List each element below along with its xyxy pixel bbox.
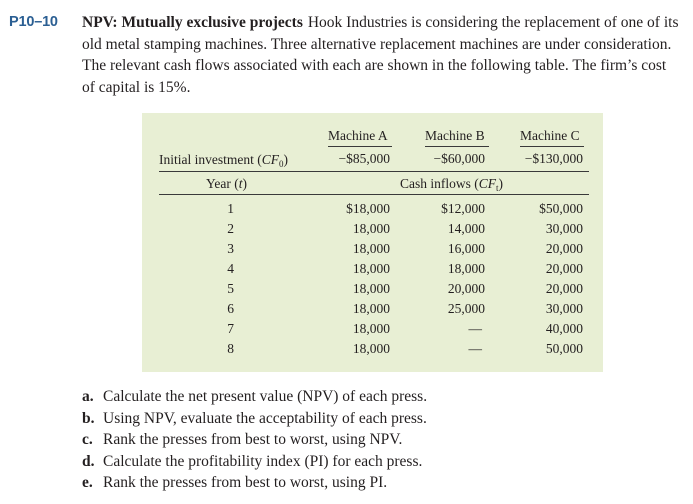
machine-a-cell: 18,000 bbox=[352, 221, 390, 236]
investment-divider bbox=[159, 171, 589, 172]
machine-b-cell: 16,000 bbox=[447, 241, 485, 256]
machine-b-cell: — bbox=[468, 321, 482, 336]
year-header: Year (t) bbox=[206, 176, 248, 191]
machine-c-cell: 40,000 bbox=[545, 321, 583, 336]
list-item bbox=[82, 472, 427, 494]
list-item bbox=[82, 386, 427, 408]
year-cell: 1 bbox=[227, 201, 234, 216]
header-divider bbox=[159, 194, 589, 195]
question-text: Calculate the profitability index (PI) for each press. bbox=[103, 452, 423, 470]
machine-a-cell: 18,000 bbox=[352, 321, 390, 336]
list-item bbox=[82, 429, 427, 451]
question-letter: d. bbox=[82, 452, 95, 470]
cash-flow-table bbox=[142, 113, 603, 372]
machine-c-cell: 50,000 bbox=[545, 341, 583, 356]
question-letter: b. bbox=[82, 409, 95, 427]
problem-body: Hook Industries is considering the replacement of one of its old metal stamping machines. Three alternative replacement machines are under consideration. The relevant cash flows associated with each are shown in the following table. The firm’s cost of capital is 15%. bbox=[82, 14, 679, 96]
problem-statement bbox=[82, 12, 682, 98]
machine-c-cell: 20,000 bbox=[545, 281, 583, 296]
initial-investment-label: Initial investment $(CF_0)$ bbox=[159, 152, 288, 169]
question-text: Rank the presses from best to worst, using PI. bbox=[103, 474, 388, 491]
column-header-machine-c: Machine C bbox=[520, 128, 580, 143]
list-item bbox=[82, 451, 427, 473]
problem-number: P10–10 bbox=[9, 14, 58, 30]
question-text: Calculate the net present value (NPV) of each press. bbox=[103, 388, 428, 405]
machine-b-cell: 18,000 bbox=[447, 261, 485, 276]
machine-c-cell: 20,000 bbox=[545, 241, 583, 256]
machine-c-cell: 30,000 bbox=[545, 301, 583, 316]
problem-title: NPV: Mutually exclusive projects bbox=[82, 14, 303, 31]
machine-a-cell: 18,000 bbox=[352, 301, 390, 316]
year-cell: 4 bbox=[227, 261, 234, 276]
list-item bbox=[82, 408, 427, 430]
machine-a-cell: $18,000 bbox=[346, 201, 390, 216]
question-list bbox=[82, 386, 427, 494]
question-letter: a. bbox=[82, 388, 94, 405]
initial-investment-machine-b: −$60,000 bbox=[433, 151, 485, 166]
machine-b-cell: $12,000 bbox=[441, 201, 485, 216]
machine-a-cell: 18,000 bbox=[352, 261, 390, 276]
year-cell: 5 bbox=[227, 281, 234, 296]
year-cell: 6 bbox=[227, 301, 234, 316]
column-header-underline bbox=[328, 146, 392, 147]
machine-a-cell: 18,000 bbox=[352, 281, 390, 296]
machine-c-cell: 30,000 bbox=[545, 221, 583, 236]
column-header-machine-a: Machine A bbox=[328, 128, 388, 143]
year-cell: 7 bbox=[227, 321, 234, 336]
question-text: Using NPV, evaluate the acceptability of each press. bbox=[103, 409, 427, 427]
machine-c-cell: $50,000 bbox=[539, 201, 583, 216]
question-text: Rank the presses from best to worst, using NPV. bbox=[103, 431, 403, 448]
machine-b-cell: 20,000 bbox=[447, 281, 485, 296]
year-cell: 2 bbox=[227, 221, 234, 236]
initial-investment-machine-a: −$85,000 bbox=[338, 151, 390, 166]
year-cell: 8 bbox=[227, 341, 234, 356]
question-letter: c. bbox=[82, 431, 93, 448]
cash-inflows-header: Cash inflows $(CF_t)$ bbox=[400, 176, 504, 193]
machine-b-cell: 14,000 bbox=[447, 221, 485, 236]
column-header-underline bbox=[520, 146, 584, 147]
machine-c-cell: 20,000 bbox=[545, 261, 583, 276]
column-header-machine-b: Machine B bbox=[425, 128, 485, 143]
initial-investment-machine-c: −$130,000 bbox=[524, 151, 583, 166]
machine-b-cell: — bbox=[468, 341, 482, 356]
machine-a-cell: 18,000 bbox=[352, 241, 390, 256]
question-letter: e. bbox=[82, 474, 93, 491]
machine-b-cell: 25,000 bbox=[447, 301, 485, 316]
year-cell: 3 bbox=[227, 241, 234, 256]
column-header-underline bbox=[425, 146, 489, 147]
machine-a-cell: 18,000 bbox=[352, 341, 390, 356]
